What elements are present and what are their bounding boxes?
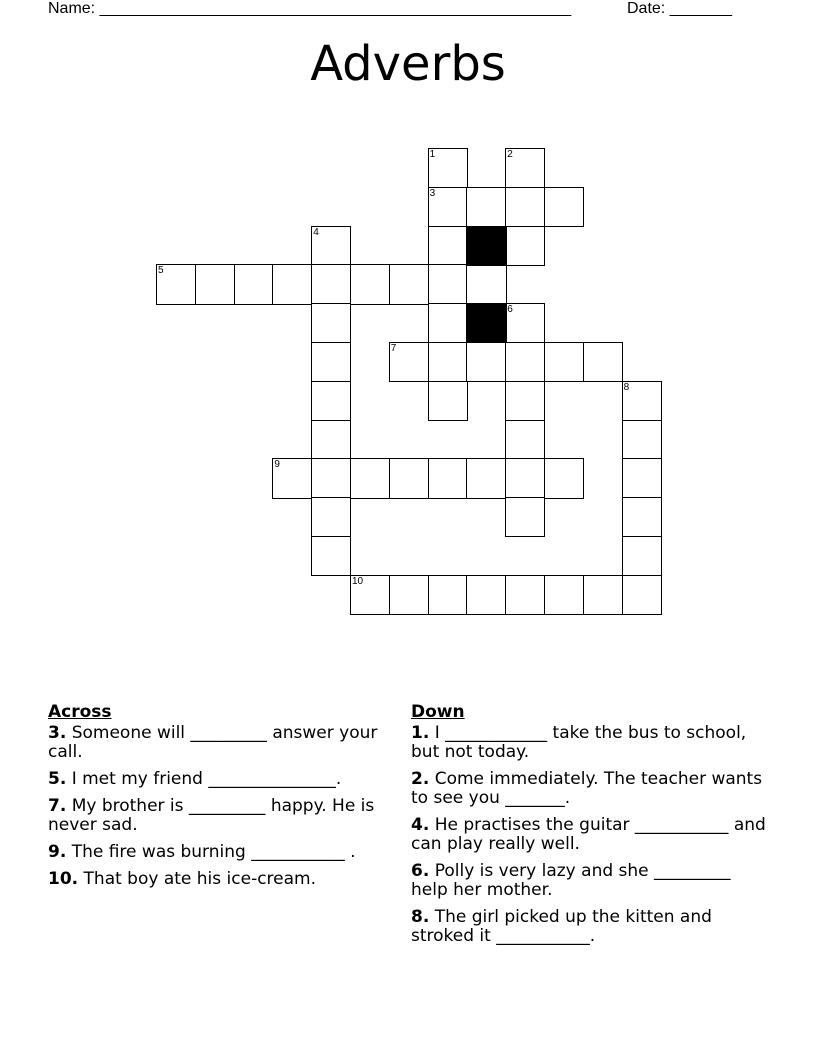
crossword-cell[interactable] <box>622 497 662 537</box>
crossword-cell[interactable] <box>622 420 662 460</box>
clue-number-label: 6 <box>507 304 513 316</box>
across-clue-10 <box>48 870 378 889</box>
crossword-cell[interactable] <box>505 575 545 615</box>
clue-number-label: 1 <box>429 149 436 160</box>
clue-text: Polly is very lazy and she _________ help her mother. <box>411 861 731 900</box>
crossword-cell[interactable] <box>466 187 506 227</box>
clue-number: 3. <box>48 723 67 743</box>
crossword-cell[interactable] <box>428 148 468 188</box>
down-clue-6 <box>411 862 771 900</box>
across-clue-3 <box>48 724 378 762</box>
across-clues <box>48 703 378 897</box>
crossword-cell[interactable] <box>428 303 468 343</box>
crossword-cell[interactable] <box>505 148 545 188</box>
crossword-cell[interactable] <box>505 420 545 460</box>
crossword-cell[interactable] <box>272 458 312 498</box>
crossword-cell[interactable] <box>389 458 429 498</box>
across-heading: Across <box>48 702 112 722</box>
down-heading: Down <box>411 702 465 722</box>
crossword-cell[interactable] <box>583 575 623 615</box>
clue-text: Someone will _________ answer your call. <box>48 723 378 762</box>
down-clue-4 <box>411 816 771 854</box>
across-clue-9 <box>48 843 378 862</box>
crossword-cell[interactable] <box>350 264 390 304</box>
down-clue-8 <box>411 908 771 946</box>
clue-number: 8. <box>411 907 430 927</box>
crossword-cell[interactable] <box>350 575 390 615</box>
clue-number: 5. <box>48 769 67 789</box>
crossword-cell[interactable] <box>428 226 468 266</box>
clue-text: Come immediately. The teacher wants to see you _______. <box>411 769 763 808</box>
clue-number-label: 7 <box>390 343 397 354</box>
crossword-cell[interactable] <box>583 342 623 382</box>
crossword-cell[interactable] <box>428 264 468 304</box>
crossword-cell[interactable] <box>311 342 351 382</box>
crossword-cell[interactable] <box>311 226 351 266</box>
crossword-cell[interactable] <box>156 264 196 304</box>
crossword-block-cell <box>466 303 506 343</box>
clue-number-label: 9 <box>274 459 280 471</box>
clue-number: 6. <box>411 861 430 881</box>
crossword-cell[interactable] <box>505 342 545 382</box>
crossword-cell[interactable] <box>311 303 351 343</box>
crossword-cell[interactable] <box>311 458 351 498</box>
crossword-cell[interactable] <box>389 342 429 382</box>
crossword-cell[interactable] <box>622 458 662 498</box>
crossword-cell[interactable] <box>544 342 584 382</box>
clue-number: 1. <box>411 723 430 743</box>
clue-number: 7. <box>48 796 67 816</box>
down-clue-2 <box>411 770 771 808</box>
clue-number-label: 2 <box>507 149 513 160</box>
crossword-cell[interactable] <box>428 381 468 421</box>
clue-number: 4. <box>411 815 430 835</box>
crossword-cell[interactable] <box>428 458 468 498</box>
clue-text: That boy ate his ice-cream. <box>83 869 317 889</box>
clue-text: The fire was burning ___________ . <box>71 842 356 862</box>
across-clue-7 <box>48 797 378 835</box>
clue-text: The girl picked up the kitten and stroked it ___________. <box>411 907 712 946</box>
crossword-cell[interactable] <box>544 575 584 615</box>
crossword-cell[interactable] <box>622 575 662 615</box>
down-clue-1 <box>411 724 771 762</box>
crossword-cell[interactable] <box>234 264 274 304</box>
clue-number-label: 10 <box>352 575 364 587</box>
clue-number-label: 4 <box>313 226 319 238</box>
crossword-cell[interactable] <box>389 575 429 615</box>
crossword-cell[interactable] <box>195 264 235 304</box>
name-field-label[interactable]: Name: _____________________________________________________ <box>48 0 572 17</box>
crossword-cell[interactable] <box>505 226 545 266</box>
crossword-cell[interactable] <box>505 497 545 537</box>
crossword-cell[interactable] <box>466 458 506 498</box>
crossword-cell[interactable] <box>428 342 468 382</box>
clue-text: My brother is _________ happy. He is never sad. <box>48 796 375 835</box>
header <box>48 0 732 18</box>
across-clue-5 <box>48 770 378 789</box>
crossword-cell[interactable] <box>466 575 506 615</box>
crossword-cell[interactable] <box>505 303 545 343</box>
crossword-cell[interactable] <box>544 458 584 498</box>
crossword-cell[interactable] <box>466 342 506 382</box>
crossword-cell[interactable] <box>311 497 351 537</box>
crossword-cell[interactable] <box>505 381 545 421</box>
crossword-block-cell <box>466 226 506 266</box>
crossword-cell[interactable] <box>428 187 468 227</box>
clue-text: I ____________ take the bus to school, but not today. <box>411 723 747 762</box>
clue-number: 10. <box>48 869 79 889</box>
clue-number: 9. <box>48 842 67 862</box>
clue-number-label: 3 <box>429 187 436 199</box>
crossword-cell[interactable] <box>622 381 662 421</box>
crossword-cell[interactable] <box>272 264 312 304</box>
date-field-label[interactable]: Date: _______ <box>627 0 732 17</box>
crossword-cell[interactable] <box>505 187 545 227</box>
clue-text: He practises the guitar ___________ and can play really well. <box>411 815 766 854</box>
crossword-cell[interactable] <box>350 458 390 498</box>
page-title: Adverbs <box>310 36 506 92</box>
clue-number-label: 8 <box>623 381 630 393</box>
crossword-cell[interactable] <box>311 420 351 460</box>
clue-text: I met my friend _______________. <box>71 769 342 789</box>
crossword-cell[interactable] <box>311 264 351 304</box>
crossword-cell[interactable] <box>311 381 351 421</box>
crossword-cell[interactable] <box>389 264 429 304</box>
crossword-cell[interactable] <box>505 458 545 498</box>
crossword-cell[interactable] <box>466 264 506 304</box>
crossword-cell[interactable] <box>544 187 584 227</box>
crossword-cell[interactable] <box>311 536 351 576</box>
clue-number: 2. <box>411 769 430 789</box>
clue-number-label: 5 <box>158 265 164 277</box>
crossword-cell[interactable] <box>428 575 468 615</box>
down-clues <box>411 703 771 954</box>
crossword-cell[interactable] <box>622 536 662 576</box>
